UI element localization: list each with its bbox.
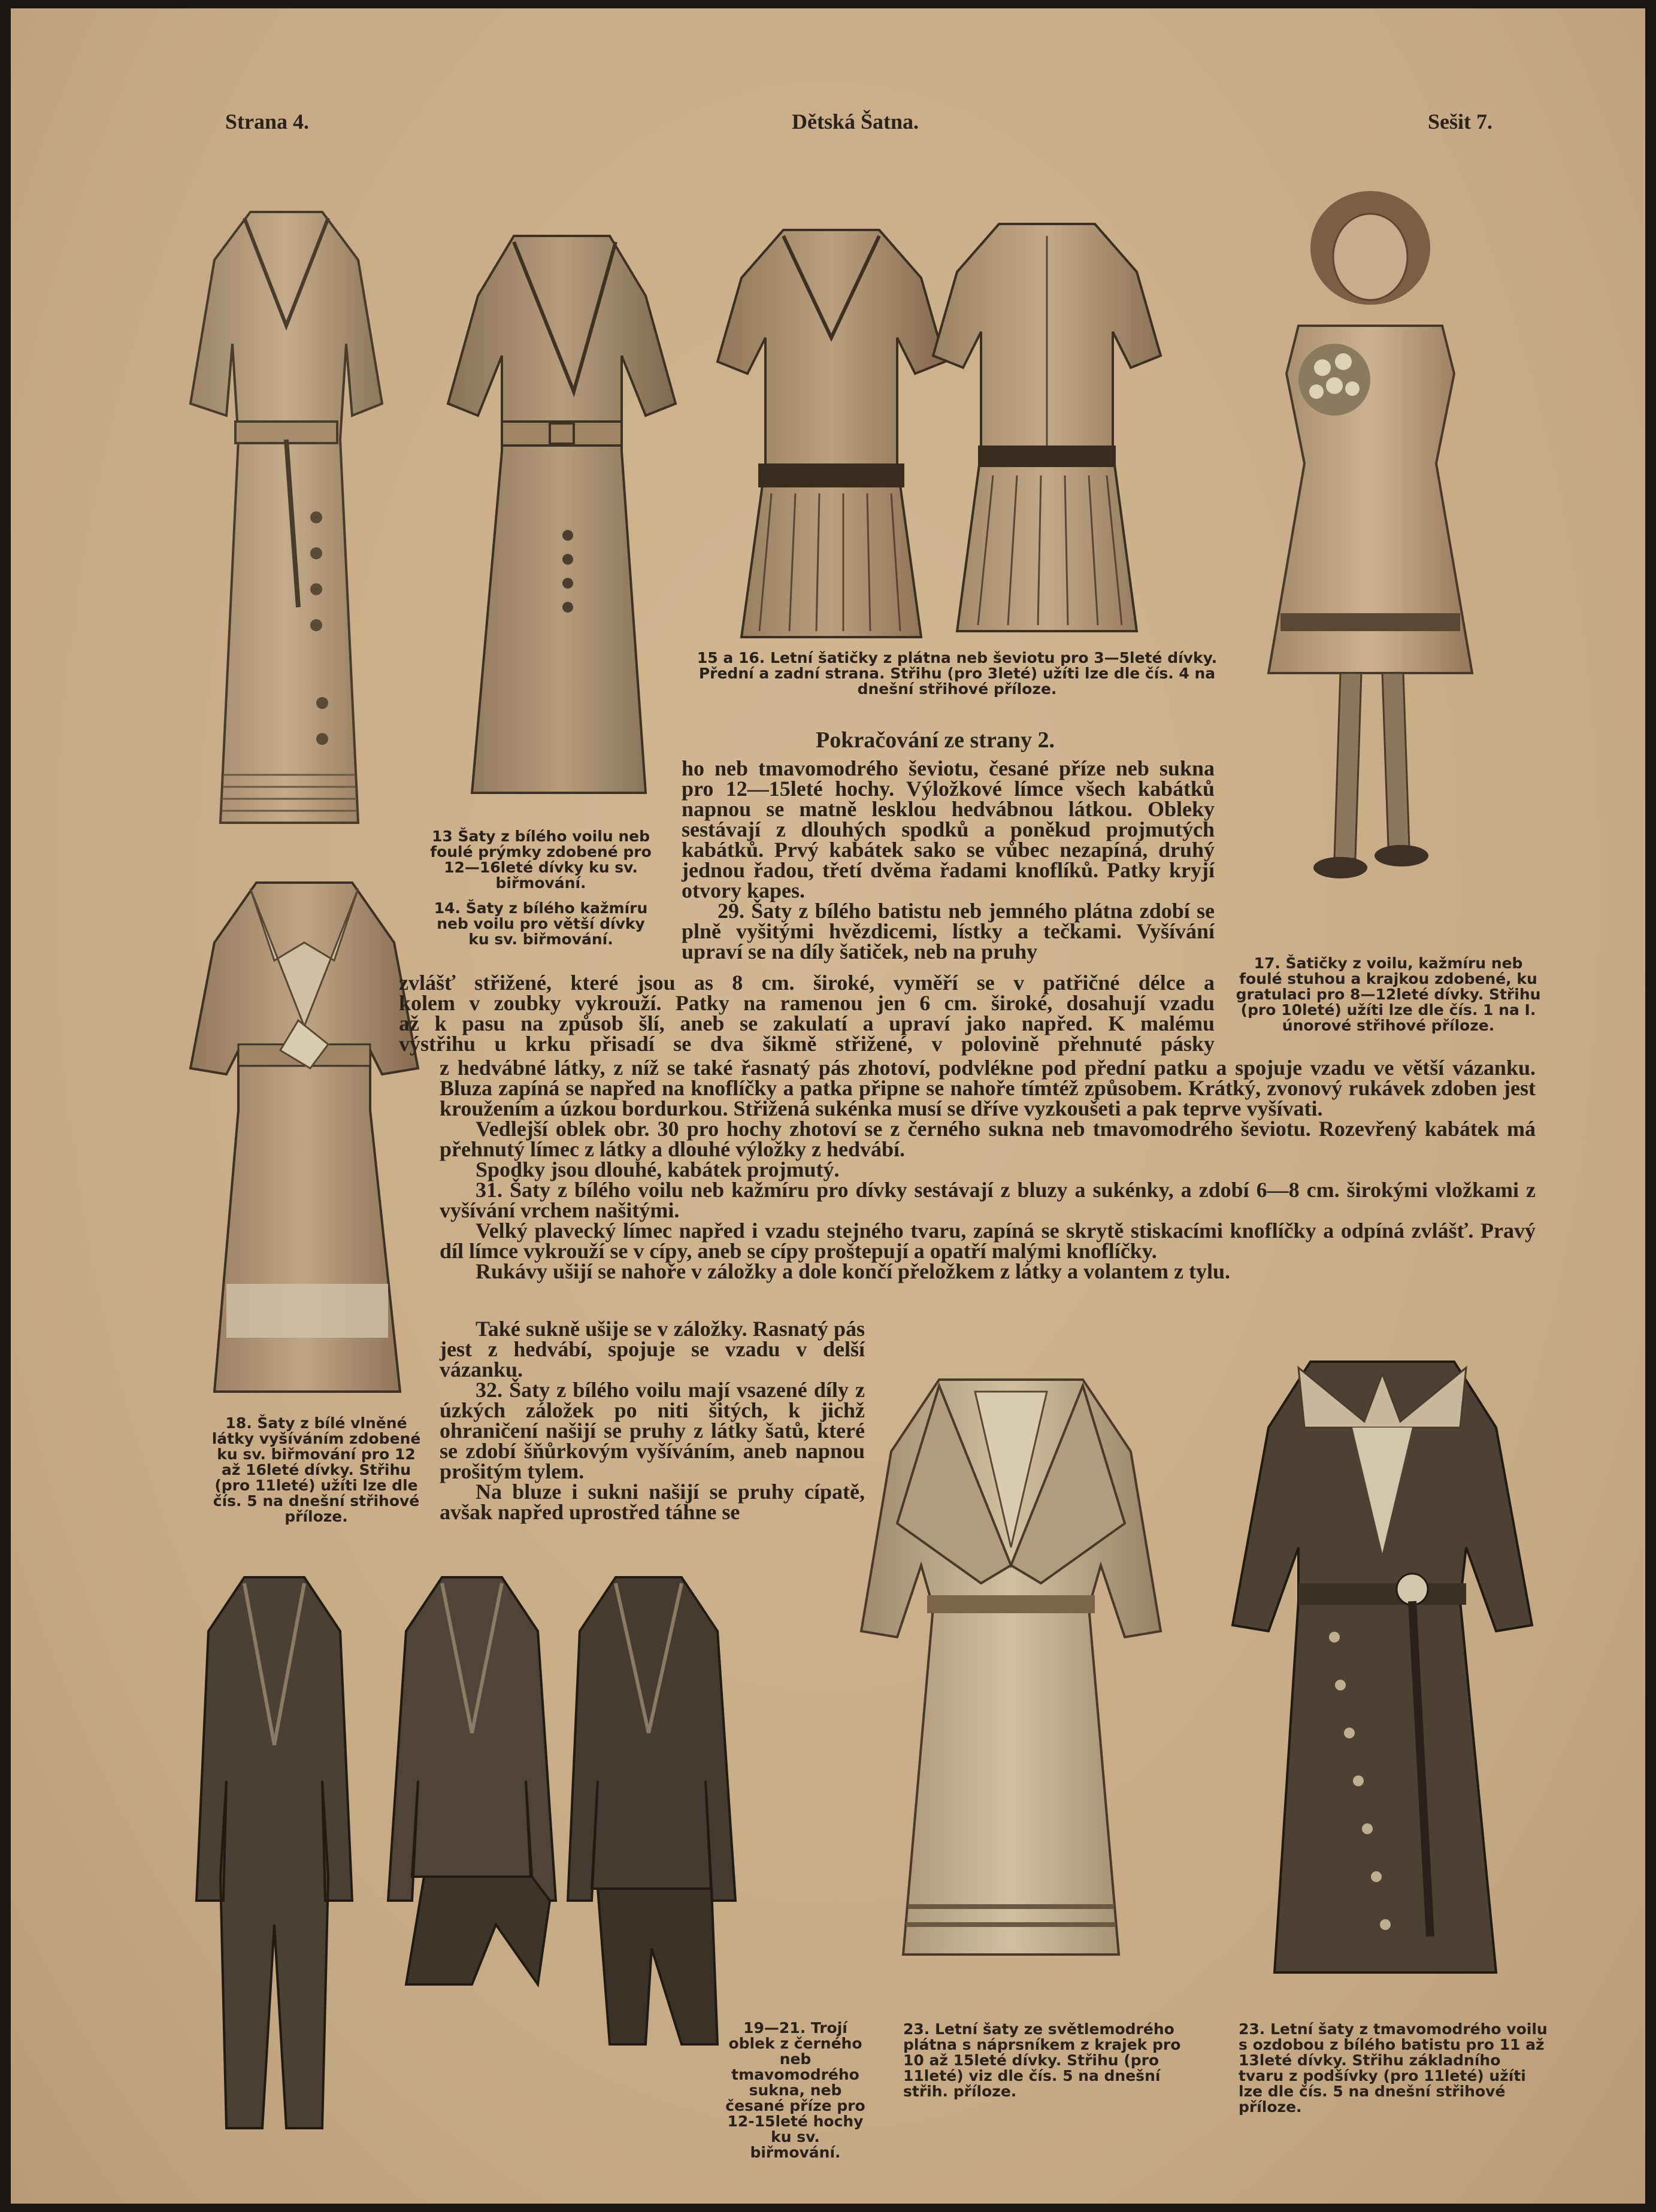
- fig-17: [1245, 182, 1496, 895]
- paragraph: z hedvábné látky, z níž se také řasnatý pás zhotoví, podvlékne pod přední patku a spojuje vzadu ve větší vázanku. Bluza zapíná se napřed na knoflíčky a patka připne se nahoře tímtéž způsobem. Krátký, zvonový rukávek zdoben jest kroužením a úzkou bordurkou. Střižená sukénka musí se dříve vyzkoušeti a pak teprve vyšívati.: [440, 1056, 1536, 1120]
- article-heading: Pokračování ze strany 2.: [816, 728, 1055, 753]
- paragraph: 32. Šaty z bílého voilu mají vsazené díly z úzkých záložek po niti šitých, k jichž ohraničení našijí se pruhy z látky šatů, které se zdobí šňůrkovým vyšíváním, aneb napnou prošitým tylem.: [440, 1378, 865, 1483]
- caption-23a: 23. Letní šaty ze světlemodrého plátna s náprsníkem z krajek pro 10 až 15leté dívky. Střihu (pro 11leté) viz dle čís. 5 na dnešní střih. příloze.: [903, 2020, 1181, 2100]
- fig-23a: [861, 1368, 1161, 1966]
- magazine-page: [11, 8, 1645, 2204]
- caption-23b: 23. Letní šaty z tmavomodrého voilu s ozdobou z bílého batistu pro 11 až 13leté dívky. Střihu základního tvaru z podšívky (pro 11leté) užíti lze dle čís. 5 na dnešní střihové příloze.: [1239, 2020, 1548, 2116]
- text-line: zvlášť střižené, které jsou as 8 cm. široké, vyměří se v patřičné délce a: [399, 971, 1215, 995]
- paragraph: Také sukně ušije se v záložky. Rasnatý pás jest z hedvábí, spojuje se vzadu v delší vázanku.: [440, 1317, 865, 1381]
- paragraph: Vedlejší oblek obr. 30 pro hochy zhotoví se z černého sukna neb tmavomodrého ševiotu. Rozevřený kabátek má přehnutý límec z látky a dlouhé výložky z hedvábí.: [440, 1117, 1536, 1161]
- paragraph: Velký plavecký límec napřed i vzadu stejného tvaru, zapíná se skrytě stiskacími knoflíčky a odpíná zvlášť. Pravý díl límce vykrouží se v cípy, aneb se cípy proštepují a opatří malými knoflíčky.: [440, 1219, 1536, 1263]
- paragraph: Rukávy ušijí se nahoře v záložky a dole končí přeložkem z látky a volantem z tylu.: [476, 1259, 1230, 1283]
- paragraph: ho neb tmavomodrého ševiotu, česané příze neb sukna pro 12—15leté hochy. Výložkové límce všech kabátků napnou se matně lesklou hedvábnou látkou. Obleky sestávají z dlouhých spodků a poněkud projmutých kabátků. Prvý kabátek sako se vůbec nezapíná, druhý jednou řadou, třetí dvěma řadami knoflíků. Patky kryjí otvory kapes.: [682, 756, 1215, 902]
- fig-13: [178, 188, 394, 835]
- caption-14: 14. Šaty z bílého kažmíru neb voilu pro větší dívky ku sv. biřmování.: [434, 899, 648, 948]
- caption-15-16: 15 a 16. Letní šatičky z plátna neb ševiotu pro 3—5leté dívky. Přední a zadní strana. Střihu (pro 3leté) užíti lze dle čís. 4 na dnešní střihové příloze.: [697, 649, 1218, 698]
- text-line: kolem v zoubky vykrouží. Patky na ramenou jen 6 cm. široké, dosahují vzadu: [399, 991, 1215, 1015]
- article-top-column: [682, 758, 1215, 962]
- paragraph: 29. Šaty z bílého batistu neb jemného plátna zdobí se plně vyšitými hvězdicemi, lístky a tečkami. Vyšívání upraví se na díly šatiček, neb na pruhy: [682, 899, 1215, 963]
- fig-18: [190, 871, 418, 1404]
- caption-17: 17. Šatičky z voilu, kažmíru neb foulé stuhou a krajkou zdobené, ku gratulaci pro 8—12leté dívky. Střihu (pro 10leté) užíti lze dle čís. 1 na I. únorové střihové příloze.: [1236, 955, 1541, 1034]
- fig-21: [562, 1565, 741, 2056]
- paragraph: 31. Šaty z bílého voilu neb kažmíru pro dívky sestávají z bluzy a sukénky, a zdobí 6—8 cm. širokými vložkami z vyšívání vrchem našitými.: [440, 1178, 1536, 1222]
- fig-20: [388, 1565, 556, 1996]
- caption-19-21: 19—21. Trojí oblek z černého neb tmavomodrého sukna, neb česané příze pro 12-15leté hochy ku sv. biřmování.: [725, 2019, 865, 2161]
- paragraph: Spodky jsou dlouhé, kabátek projmutý.: [476, 1157, 840, 1181]
- article-wide-column: [440, 1057, 1536, 1281]
- caption-18: 18. Šaty z bílé vlněné látky vyšíváním zdobené ku sv. biřmování pro 12 až 16leté dívky. Střihu (pro 11leté) užíti lze dle čís. 5 na dnešní střihové příloze.: [211, 1414, 421, 1525]
- text-line: výstřihu u krku přisadí se dva šikmě střižené, v polovině přehnuté pásky: [399, 1032, 1215, 1056]
- fig-15: [718, 218, 945, 649]
- issue-number: Sešit 7.: [1428, 110, 1492, 134]
- caption-13: 13 Šaty z bílého voilu neb foulé prýmky zdobené pro 12—16leté dívky ku sv. biřmování.: [430, 828, 652, 892]
- magazine-title: Dětská Šatna.: [792, 110, 919, 134]
- paragraph: Na bluze i sukni našijí se pruhy cípatě, avšak napřed uprostřed táhne se: [440, 1480, 865, 1524]
- fig-23b: [1233, 1350, 1532, 1984]
- article-narrow-column: [440, 1319, 865, 1522]
- page-number: Strana 4.: [225, 110, 310, 134]
- fig-16: [933, 212, 1161, 643]
- fig-14: [442, 224, 682, 805]
- text-line: až k pasu na způsob šlí, aneb se zakulatí a upraví jako napřed. K malému: [399, 1011, 1215, 1035]
- article-mid-lines: [399, 972, 1215, 1054]
- fig-19: [196, 1565, 352, 2140]
